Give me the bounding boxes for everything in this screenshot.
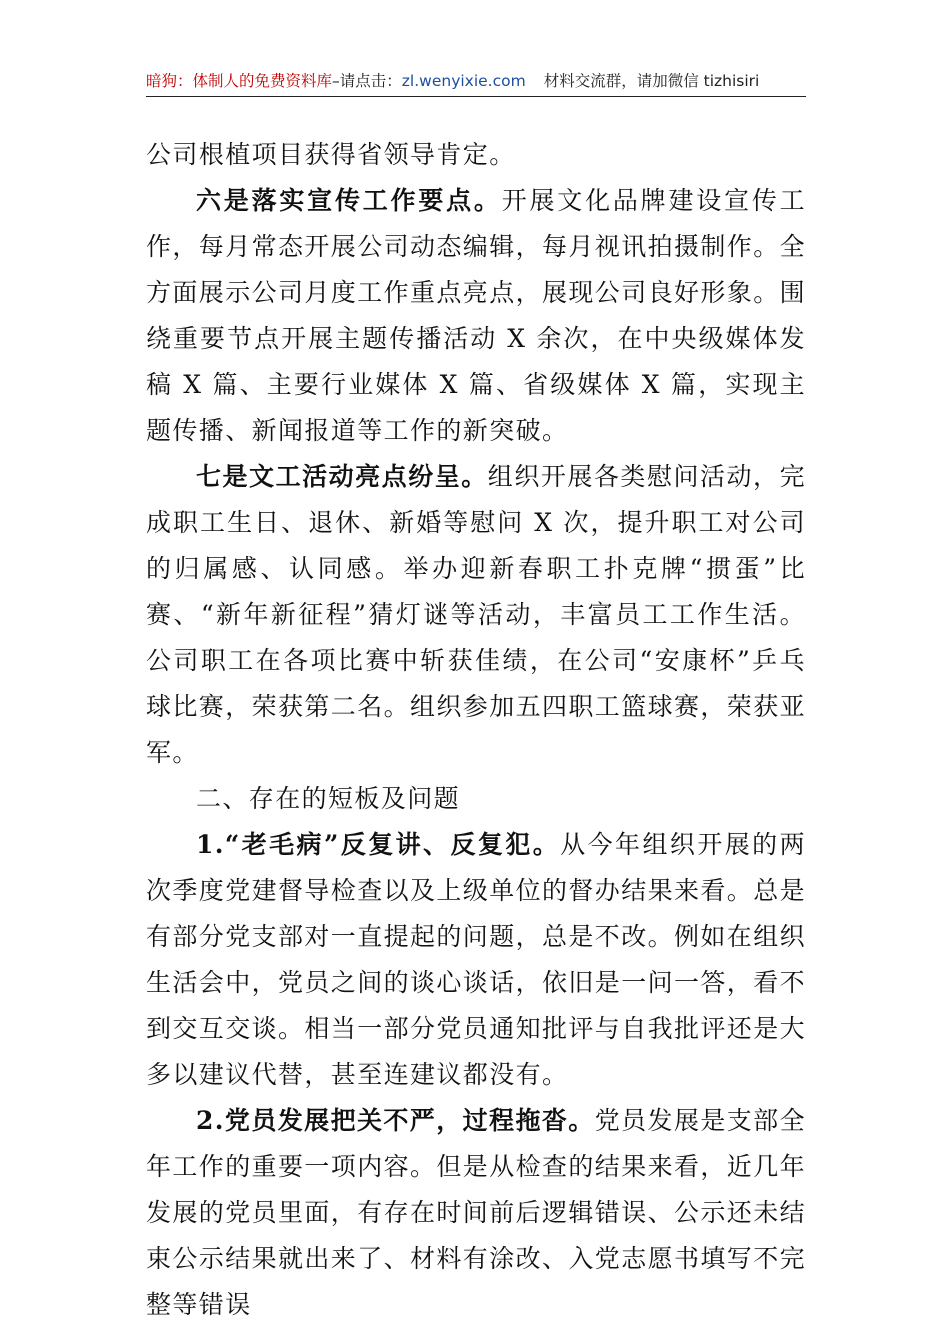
paragraph-text: 开展文化品牌建设宣传工作，每月常态开展公司动态编辑，每月视讯拍摄制作。全方面展示公司月度工作重点亮点，展现公司良好形象。围绕重要节点开展主题传播活动 X 余次，在中央级媒体发稿 X 篇、主要行业媒体 X 篇、省级媒体 X 篇，实现主题传播、新闻报道等工作的新突破。 [146,186,807,445]
paragraph-lead-bold: 1.“老毛病”反复讲、反复犯。 [196,830,561,859]
paragraph-text: 从今年组织开展的两次季度党建督导检查以及上级单位的督办结果来看。总是有部分党支部对一直提起的问题，总是不改。例如在组织生活会中，党员之间的谈心谈话，依旧是一问一答，看不到交互交谈。相当一部分党员通知批评与自我批评还是大多以建议代替，甚至连建议都没有。 [146,830,807,1089]
paragraph-continuation [146,132,806,178]
header-url-link[interactable]: zl.wenyixie.com [401,72,526,90]
section-heading: 二、存在的短板及问题 [196,784,461,813]
paragraph-problem-1 [146,822,806,1098]
paragraph-text: 组织开展各类慰问活动，完成职工生日、退休、新婚等慰问 X 次，提升职工对公司的归属感、认同感。举办迎新春职工扑克牌“掼蛋”比赛、“新年新征程”猜灯谜等活动，丰富员工工作生活。公司职工在各项比赛中斩获佳绩，在公司“安康杯”乒乓球比赛，荣获第二名。组织参加五四职工篮球赛，荣获亚军。 [146,462,807,767]
paragraph-text: 公司根植项目获得省领导肯定。 [146,140,516,169]
paragraph-problem-2 [146,1098,806,1328]
paragraph-lead-bold: 六是落实宣传工作要点。 [196,186,502,215]
paragraph-lead-bold: 七是文工活动亮点纷呈。 [196,462,488,491]
paragraph-publicity [146,178,806,454]
document-body [146,132,806,1328]
paragraph-activities [146,454,806,776]
header-site-name: 暗狗：体制人的免费资料库 [146,72,333,90]
paragraph-lead-bold: 2.党员发展把关不严，过程拖沓。 [196,1106,595,1135]
header-wechat-note: 材料交流群，请加微信 tizhisiri [543,72,760,90]
paragraph-text: 党员发展是支部全年工作的重要一项内容。但是从检查的结果来看，近几年发展的党员里面，有存在时间前后逻辑错误、公示还未结束公示结果就出来了、材料有涂改、入党志愿书填写不完整等错误 [146,1106,807,1319]
page-header [146,66,806,97]
header-click-prompt: –请点击： [332,72,402,90]
